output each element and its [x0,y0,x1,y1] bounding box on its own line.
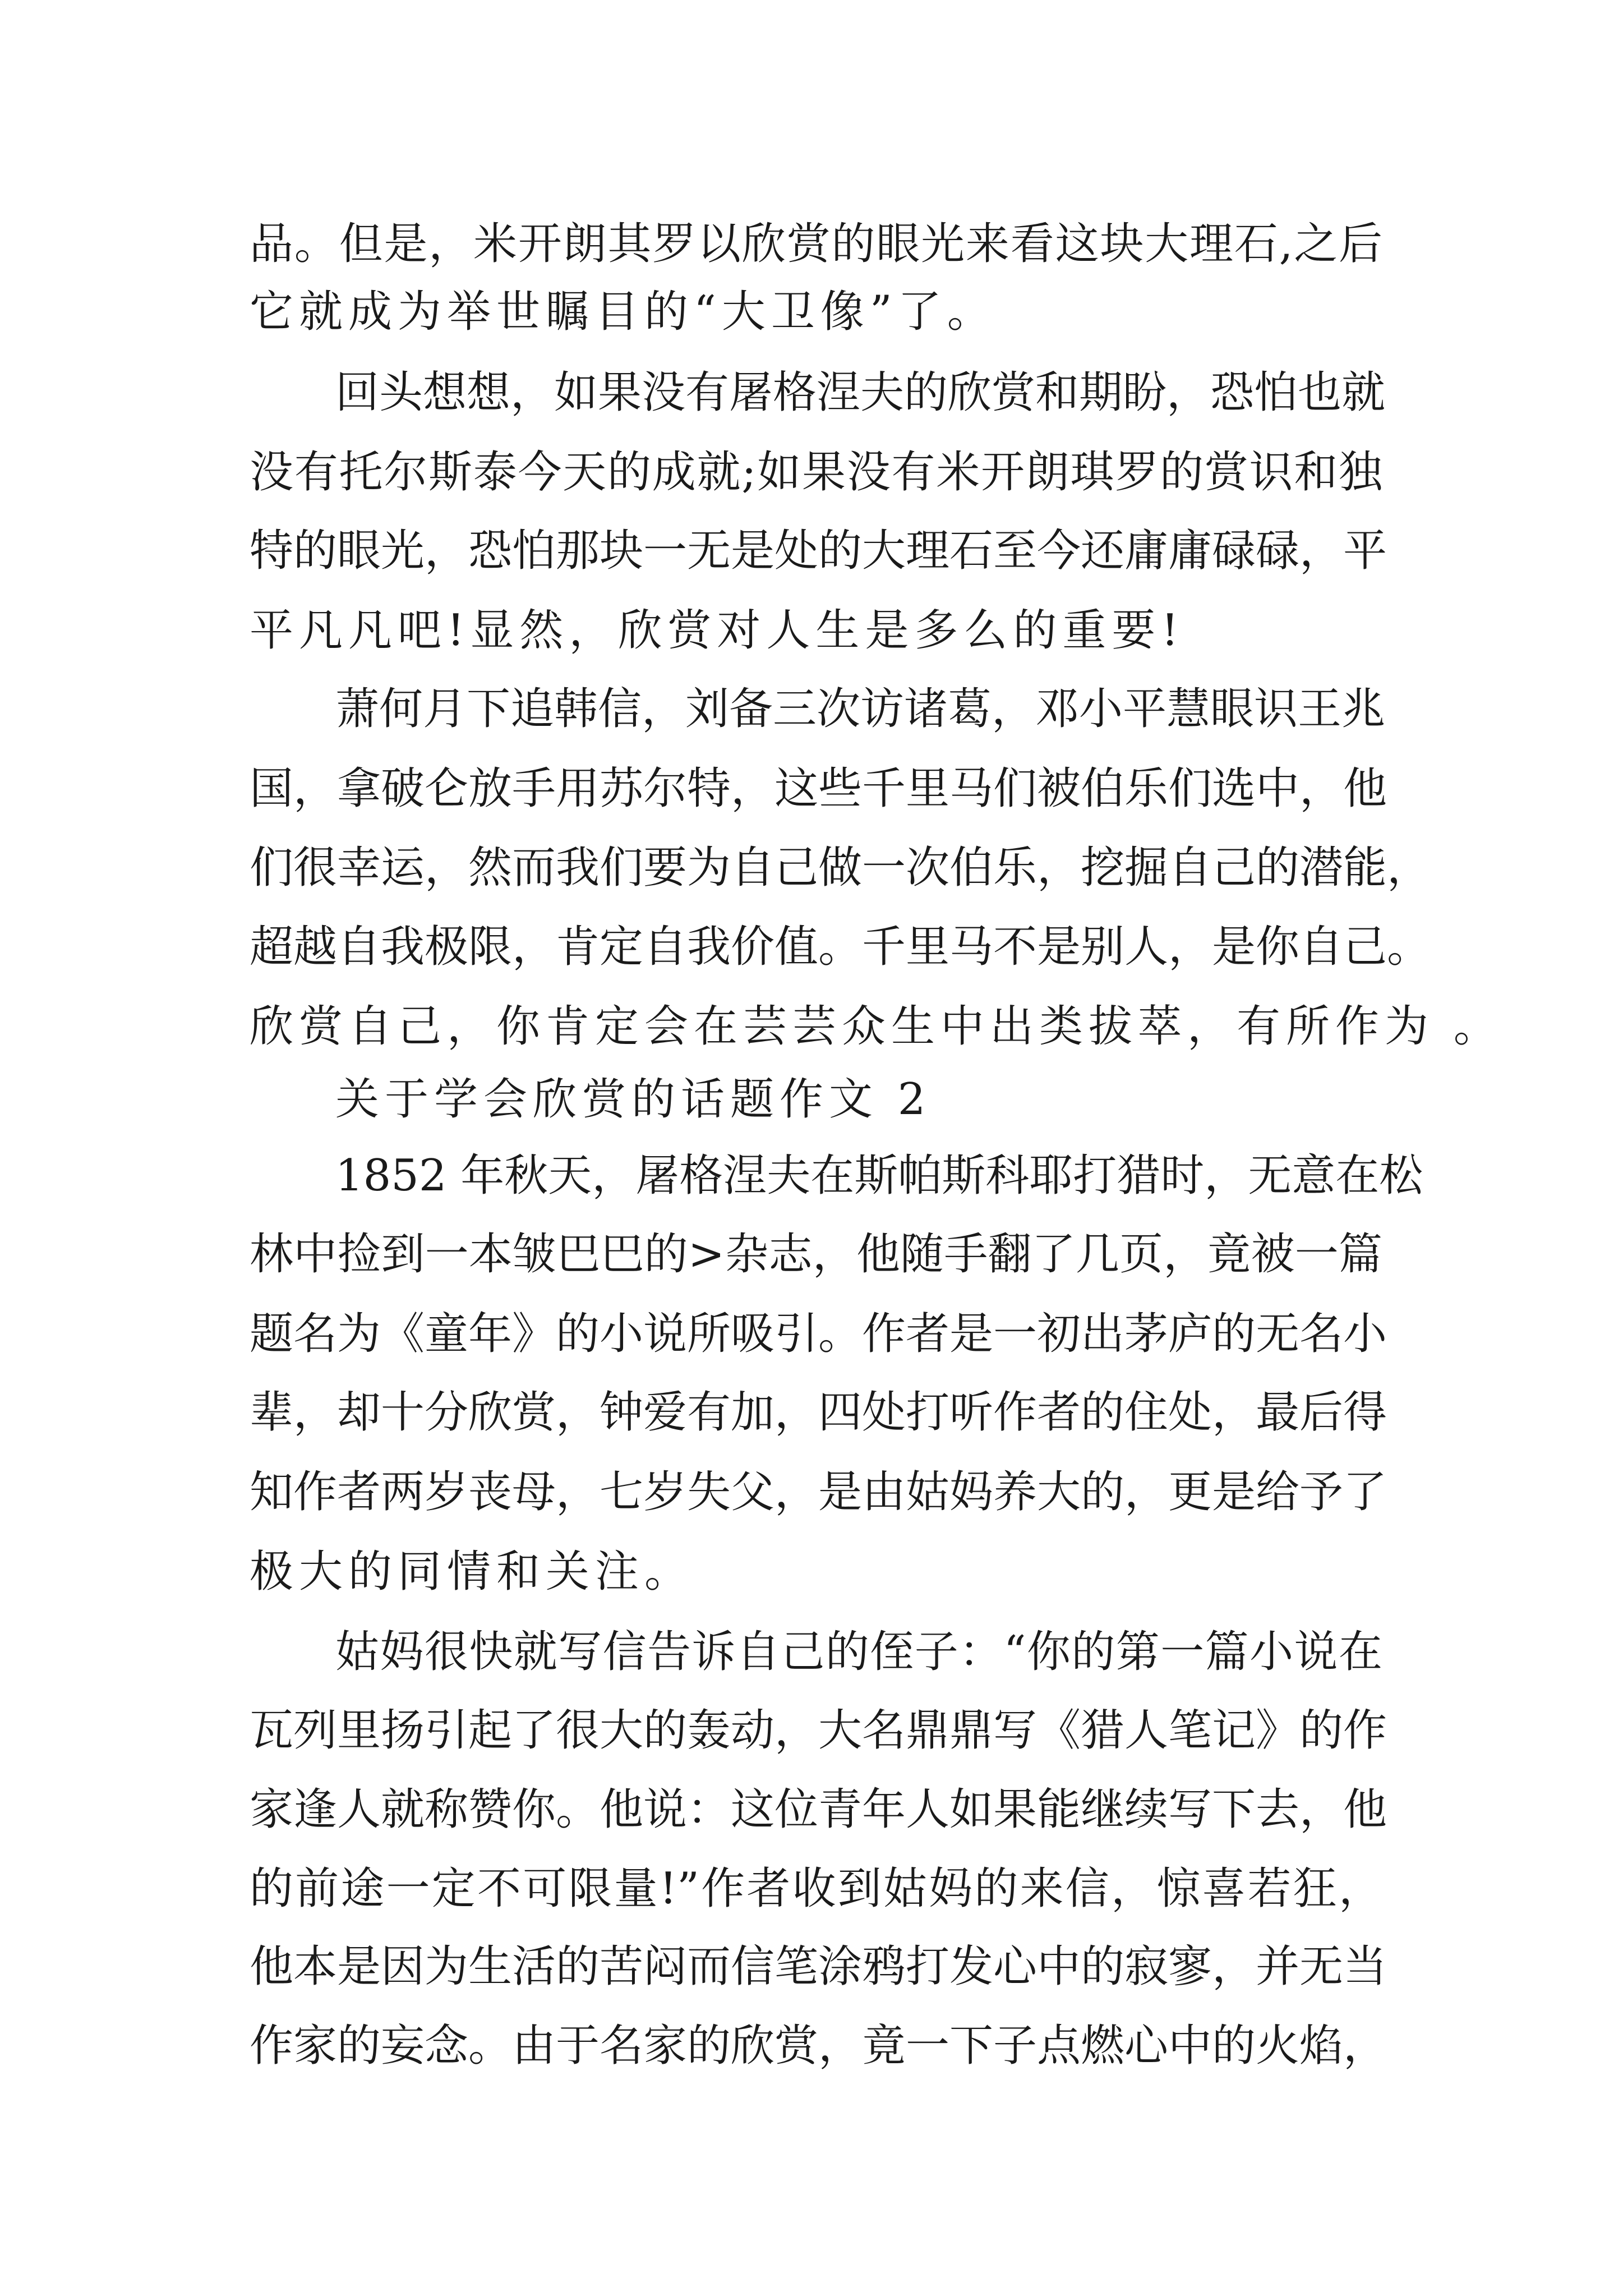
text-line: 没有托尔斯泰今天的成就;如果没有米开朗琪罗的赏识和独 [250,447,1382,498]
text-line: 平凡凡吧!显然，欣赏对人生是多么的重要! [250,605,1184,656]
text-line: 1852 年秋天，屠格涅夫在斯帕斯科耶打猎时，无意在松 [335,1151,1423,1201]
text-line: 瓦列里扬引起了很大的轰动，大名鼎鼎写《猎人笔记》的作 [250,1705,1387,1756]
text-line: 它就成为举世瞩目的“大卫像”了。 [250,287,997,337]
text-line: 的前途一定不可限量!”作者收到姑妈的来信，惊喜若狂， [250,1864,1382,1914]
text-line: 品。但是，米开朗其罗以欣赏的眼光来看这块大理石,之后 [250,219,1382,269]
text-line: 回头想想，如果没有屠格涅夫的欣赏和期盼，恐怕也就 [335,367,1386,418]
text-line: 辈，却十分欣赏，钟爱有加，四处打听作者的住处，最后得 [250,1387,1387,1438]
text-line: 家逢人就称赞你。他说：这位青年人如果能继续写下去，他 [250,1784,1387,1835]
text-line: 极大的同情和关注。 [250,1547,694,1597]
text-line: 题名为《童年》的小说所吸引。作者是一初出茅庐的无名小 [250,1309,1387,1359]
text-line: 知作者两岁丧母，七岁失父，是由姑妈养大的，更是给予了 [250,1467,1387,1517]
text-line: 姑妈很快就写信告诉自己的侄子：“你的第一篇小说在 [335,1627,1382,1677]
text-line: 们很幸运，然而我们要为自己做一次伯乐，挖掘自己的潜能， [250,843,1431,893]
text-line: 作家的妄念。由于名家的欣赏，竟一下子点燃心中的火焰， [250,2021,1387,2071]
text-line: 他本是因为生活的苦闷而信笔涂鸦打发心中的寂寥，并无当 [250,1941,1387,1992]
text-line: 特的眼光，恐怕那块一无是处的大理石至今还庸庸碌碌，平 [250,526,1387,576]
text-line: 超越自我极限，肯定自我价值。千里马不是别人，是你自己。 [250,922,1431,972]
text-line: 萧何月下追韩信，刘备三次访诸葛，邓小平慧眼识王兆 [335,684,1386,734]
section-heading: 关于学会欣赏的话题作文 2 [335,1074,932,1125]
text-line: 林中捡到一本皱巴巴的>杂志，他随手翻了几页，竟被一篇 [250,1229,1382,1280]
text-line: 欣赏自己，你肯定会在芸芸众生中出类拔萃，有所作为 。 [250,1001,1503,1052]
text-line: 国，拿破仑放手用苏尔特，这些千里马们被伯乐们选中，他 [250,763,1387,814]
